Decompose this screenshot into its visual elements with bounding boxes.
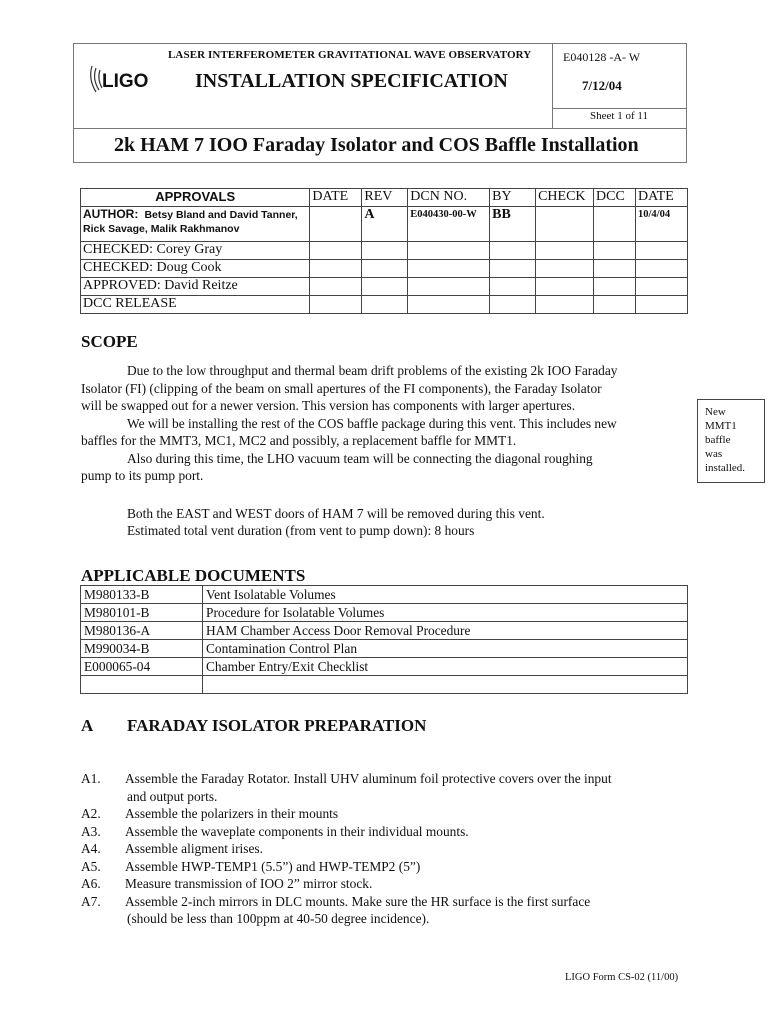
table-row: M980136-A HAM Chamber Access Door Removal Procedure: [81, 622, 688, 640]
documents-table: [80, 585, 688, 694]
col-check: CHECK: [536, 189, 594, 207]
approvals-heading: APPROVALS: [81, 189, 310, 207]
dcn-value: E040430-00-W: [408, 207, 490, 242]
list-item: A2. Assemble the polarizers in their mounts: [81, 806, 339, 821]
list-item: A5. Assemble HWP-TEMP1 (5.5”) and HWP-TEMP2 (5”): [81, 858, 421, 874]
organization-name: LASER INTERFEROMETER GRAVITATIONAL WAVE OBSERVATORY: [168, 49, 532, 61]
svg-text:LIGO: LIGO: [102, 71, 149, 92]
document-title: 2k HAM 7 IOO Faraday Isolator and COS Baffle Installation: [114, 134, 639, 156]
col-rev: REV: [362, 189, 408, 207]
dcc-release-row: DCC RELEASE: [81, 296, 310, 314]
col-by: BY: [490, 189, 536, 207]
checked-row-1: CHECKED: Corey Gray: [81, 242, 310, 260]
rev-value: A: [362, 207, 408, 242]
table-row: E000065-04 Chamber Entry/Exit Checklist: [81, 658, 688, 676]
form-footer: LIGO Form CS-02 (11/00): [565, 972, 679, 983]
dcc-date-value: 10/4/04: [635, 207, 687, 242]
col-dcc: DCC: [594, 189, 636, 207]
sheet-number: Sheet 1 of 11: [590, 110, 648, 122]
col-dcc-date: DATE: [635, 189, 687, 207]
ligo-logo: [86, 62, 156, 96]
table-row: M980101-B Procedure for Isolatable Volumes: [81, 604, 688, 622]
documents-heading: APPLICABLE DOCUMENTS: [81, 566, 306, 585]
section-a-steps: [81, 770, 691, 928]
approved-row: APPROVED: David Reitze: [81, 278, 310, 296]
margin-note: New MMT1 baffle was installed.: [697, 399, 765, 483]
col-date: DATE: [310, 189, 362, 207]
by-value: BB: [490, 207, 536, 242]
list-item: (should be less than 100ppm at 40-50 degree incidence).: [127, 911, 430, 926]
list-item: A6. Measure transmission of IOO 2” mirror stock.: [81, 876, 373, 891]
list-item: A7. Assemble 2-inch mirrors in DLC mounts. Make sure the HR surface is the first surface: [81, 893, 591, 909]
approvals-table: [80, 188, 688, 314]
list-item: A1. Assemble the Faraday Rotator. Install UHV aluminum foil protective covers over the input: [81, 771, 612, 786]
table-row: M980133-B Vent Isolatable Volumes: [81, 586, 688, 604]
author-cell: AUTHOR: Betsy Bland and David Tanner, Rick Savage, Malik Rakhmanov: [81, 207, 310, 242]
scope-heading: SCOPE: [81, 332, 138, 351]
section-a-heading: FARADAY ISOLATOR PREPARATION: [127, 716, 427, 735]
table-row: [81, 676, 688, 694]
document-type: INSTALLATION SPECIFICATION: [195, 70, 508, 92]
list-item: A4. Assemble aligment irises.: [81, 841, 263, 856]
section-a-letter: A: [81, 716, 94, 735]
revision-date: 7/12/04: [582, 78, 622, 93]
col-dcn: DCN NO.: [408, 189, 490, 207]
checked-row-2: CHECKED: Doug Cook: [81, 260, 310, 278]
scope-body: Due to the low throughput and thermal beam drift problems of the existing 2k IOO Faraday Isolator (FI) (clipping of the beam on small apertures of the FI components), the Faraday Isolator will be swapped out for a newer version. This version has components with larger apertures. We will be installing the rest of the COS baffle package during this vent. This includes new baffles for the MMT3, MC1, MC2 and possibly, a replacement baffle for MMT1. Also during this time, the LHO vacuum team will be connecting the diagonal roughing pump to its pump port. Both the EAST and WEST doors of HAM 7 will be removed during this vent. Estimated total vent duration (from vent to pump down): 8 hours: [81, 363, 618, 538]
document-number: E040128 -A- W: [563, 50, 641, 64]
table-row: M990034-B Contamination Control Plan: [81, 640, 688, 658]
list-item: A3. Assemble the waveplate components in their individual mounts.: [81, 823, 469, 839]
list-item: and output ports.: [127, 788, 218, 804]
